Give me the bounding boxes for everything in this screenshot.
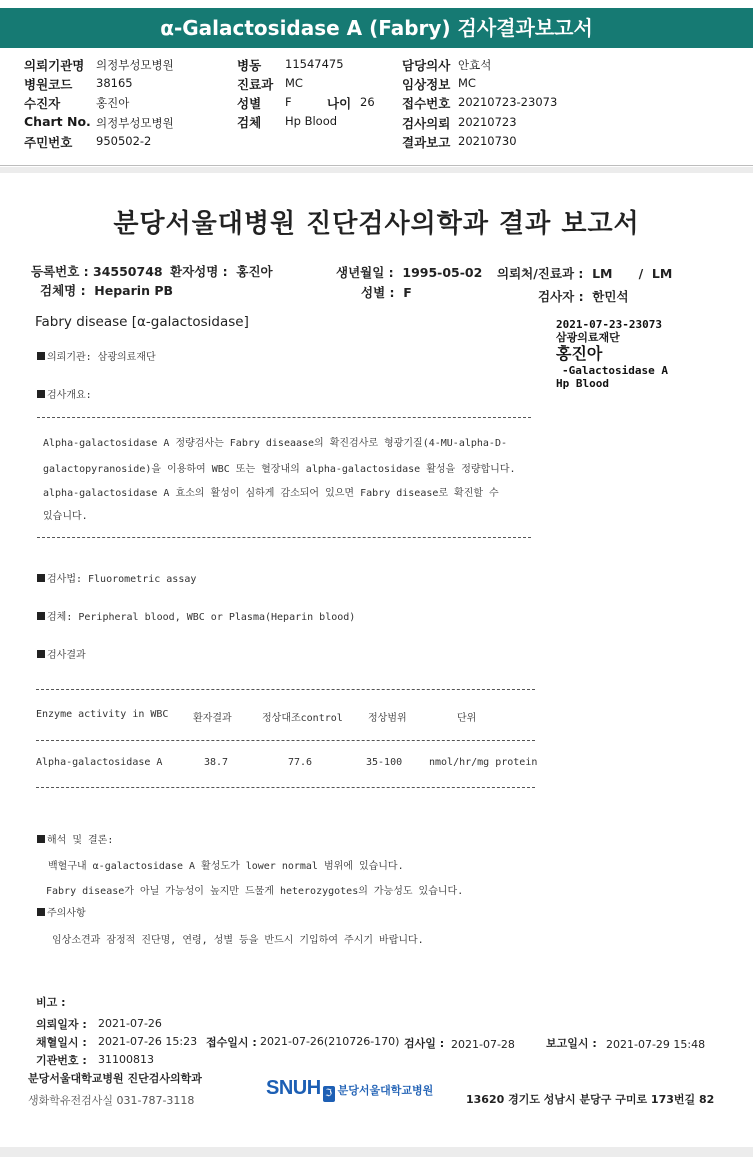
hospital-emblem-icon: ℑ bbox=[323, 1086, 335, 1102]
scanned-report bbox=[0, 173, 753, 1147]
snuh-logo bbox=[266, 1077, 433, 1099]
clinic-dept-label: 진료과 bbox=[237, 77, 274, 92]
stamp-test-name: -Galactosidase A bbox=[562, 364, 668, 377]
institution-no-label: 기관번호 : bbox=[36, 1054, 87, 1067]
patient-name-value: 홍진아 bbox=[236, 264, 273, 279]
bullet-square-icon bbox=[37, 650, 45, 658]
test-date-label: 검사일 : bbox=[404, 1037, 445, 1050]
hospital-name-value: 의정부성모병원 bbox=[96, 58, 174, 72]
collection-label: 채혈일시 : bbox=[36, 1036, 87, 1049]
chart-no-value: 의정부성모병원 bbox=[96, 116, 174, 130]
specimen-name bbox=[40, 281, 173, 299]
specimen-name-label: 검체명 : bbox=[40, 283, 86, 298]
reg-no-label: 등록번호 : bbox=[31, 264, 89, 279]
resident-no-label: 주민번호 bbox=[24, 135, 73, 150]
table-cell: nmol/hr/mg protein bbox=[429, 757, 538, 768]
result-heading-text: 검사결과 bbox=[47, 650, 86, 661]
test-section-title: Fabry disease [α-galactosidase] bbox=[35, 314, 249, 330]
caution-line: 임상소견과 잠정적 진단명, 연령, 성별 등을 반드시 기입하여 주시기 바랍니다. bbox=[52, 935, 424, 946]
test-method bbox=[37, 570, 196, 585]
examiner-value: 한민석 bbox=[592, 289, 629, 304]
overview-line-1: Alpha-galactosidase A 정량검사는 Fabry diseaase의 확진검사로 형광기질(4-MU-alpha-D- bbox=[43, 438, 507, 449]
patient-name-label: 환자성명 : bbox=[170, 264, 228, 279]
examiner bbox=[538, 287, 629, 305]
report-sex-value: F bbox=[403, 285, 412, 300]
report-sex-label: 성별 : bbox=[361, 285, 395, 300]
clinic-dept-value: MC bbox=[285, 76, 303, 90]
patient-name bbox=[170, 262, 273, 280]
dob-value: 1995-05-02 bbox=[402, 265, 483, 280]
table-cell: Alpha-galactosidase A bbox=[36, 757, 163, 768]
stamp-patient-name: 홍진아 bbox=[556, 344, 603, 363]
test-specimen-text: 검체: Peripheral blood, WBC or Plasma(Heparin blood) bbox=[47, 612, 356, 623]
age-label: 나이 bbox=[327, 96, 352, 111]
overview-line-3: alpha-galactosidase A 효소의 활성이 심하게 감소되어 있으면 Fabry disease로 확진할 수 bbox=[43, 488, 499, 499]
hospital-code-value: 38165 bbox=[96, 76, 133, 90]
table-header-cell: 단위 bbox=[457, 713, 477, 724]
table-cell: 35-100 bbox=[366, 757, 403, 768]
reg-no bbox=[31, 262, 163, 280]
physician-label: 담당의사 bbox=[402, 58, 451, 73]
dob-label: 생년월일 : bbox=[336, 265, 394, 280]
request-dept-value-2: LM bbox=[651, 266, 673, 281]
report-sex bbox=[361, 283, 412, 301]
interpretation-heading-text: 해석 및 결론: bbox=[47, 835, 114, 846]
hospital-code-label: 병원코드 bbox=[24, 77, 73, 92]
test-date-value: 2021-07-28 bbox=[451, 1038, 515, 1051]
reg-no-value: 34550748 bbox=[93, 264, 163, 279]
specimen-value: Hp Blood bbox=[285, 114, 338, 128]
resident-no-value: 950502-2 bbox=[96, 134, 152, 148]
bullet-square-icon bbox=[37, 835, 45, 843]
table-cell: 38.7 bbox=[204, 757, 229, 768]
request-date-value: 2021-07-26 bbox=[98, 1017, 162, 1030]
institution-no-value: 31100813 bbox=[98, 1053, 154, 1066]
caution-heading bbox=[37, 904, 86, 919]
result-report-label: 결과보고 bbox=[402, 135, 451, 150]
logo-hospital-name: 분당서울대학교병원 bbox=[337, 1084, 434, 1097]
requesting-institution-text: 의뢰기관: 삼광의료재단 bbox=[47, 352, 156, 363]
table-header-cell: Enzyme activity in WBC bbox=[36, 709, 169, 720]
patient-value: 홍진아 bbox=[96, 96, 130, 110]
request-dept-label: 의뢰처/진료과 : bbox=[497, 266, 584, 281]
collection-value: 2021-07-26 15:23 bbox=[98, 1035, 198, 1048]
table-cell: 77.6 bbox=[288, 757, 313, 768]
result-heading bbox=[37, 646, 86, 661]
request-date-label: 의뢰일자 : bbox=[36, 1018, 87, 1031]
patient-label: 수진자 bbox=[24, 96, 61, 111]
stamp-accession: 2021-07-23-23073 bbox=[556, 318, 662, 331]
interpretation-heading bbox=[37, 831, 113, 846]
receipt-label: 접수일시 : bbox=[206, 1036, 257, 1049]
table-header-cell: 정상대조control bbox=[262, 713, 343, 724]
test-specimen bbox=[37, 608, 355, 623]
lab-department: 분당서울대학교병원 진단검사의학과 bbox=[28, 1072, 202, 1085]
request-dept-separator: / bbox=[638, 266, 644, 281]
dashed-rule bbox=[36, 689, 535, 690]
bullet-square-icon bbox=[37, 612, 45, 620]
stamp-specimen: Hp Blood bbox=[556, 377, 609, 390]
bottom-margin bbox=[0, 1147, 753, 1157]
test-method-text: 검사법: Fluorometric assay bbox=[47, 574, 197, 585]
specimen-label: 검체 bbox=[237, 115, 262, 130]
overview-heading-text: 검사개요: bbox=[47, 390, 92, 401]
physician-value: 안효석 bbox=[458, 58, 492, 72]
dob bbox=[336, 263, 482, 281]
remarks-label: 비고 : bbox=[36, 996, 66, 1009]
overview-heading bbox=[37, 386, 92, 401]
sex-label: 성별 bbox=[237, 96, 262, 111]
report-title: 분당서울대병원 진단검사의학과 결과 보고서 bbox=[113, 209, 640, 239]
logo-text: SNUH bbox=[266, 1077, 321, 1099]
accession-no-value: 20210723-23073 bbox=[458, 95, 558, 109]
requesting-institution bbox=[37, 348, 156, 363]
age-value: 26 bbox=[360, 95, 375, 109]
bullet-square-icon bbox=[37, 352, 45, 360]
table-header-cell: 환자결과 bbox=[193, 713, 232, 724]
bullet-square-icon bbox=[37, 574, 45, 582]
report-date-value: 2021-07-29 15:48 bbox=[606, 1038, 706, 1051]
interpretation-line-2: Fabry disease가 아닐 가능성이 높지만 드물게 heterozygotes의 가능성도 있습니다. bbox=[46, 886, 464, 897]
report-banner-title: α-Galactosidase A (Fabry) 검사결과보고서 bbox=[0, 8, 753, 48]
specimen-label-stamp bbox=[556, 318, 668, 390]
clinical-info-label: 임상정보 bbox=[402, 77, 451, 92]
dashed-rule bbox=[36, 740, 535, 741]
request-header bbox=[0, 48, 753, 166]
request-dept-value: LM bbox=[592, 266, 613, 281]
chart-no-label: Chart No. bbox=[24, 114, 91, 129]
ward-label: 병동 bbox=[237, 58, 262, 73]
request-dept bbox=[497, 264, 672, 282]
interpretation-line-1: 백혈구내 α-galactosidase A 활성도가 lower normal 범위에 있습니다. bbox=[48, 861, 404, 872]
hospital-name-label: 의뢰기관명 bbox=[24, 58, 85, 73]
specimen-name-value: Heparin PB bbox=[94, 283, 174, 298]
stamp-institution: 삼광의료재단 bbox=[556, 331, 620, 344]
dashed-rule bbox=[37, 537, 531, 538]
test-request-label: 검사의뢰 bbox=[402, 116, 451, 131]
examiner-label: 검사자 : bbox=[538, 289, 584, 304]
dashed-rule bbox=[37, 417, 531, 418]
table-header-cell: 정상범위 bbox=[368, 713, 407, 724]
accession-no-label: 접수번호 bbox=[402, 96, 451, 111]
receipt-value: 2021-07-26(210726-170) bbox=[260, 1035, 400, 1048]
report-date-label: 보고일시 : bbox=[546, 1037, 597, 1050]
result-report-value: 20210730 bbox=[458, 134, 517, 148]
ward-value: 11547475 bbox=[285, 57, 344, 71]
test-request-value: 20210723 bbox=[458, 115, 517, 129]
sex-value: F bbox=[285, 95, 292, 109]
dashed-rule bbox=[36, 787, 535, 788]
clinical-info-value: MC bbox=[458, 76, 476, 90]
bullet-square-icon bbox=[37, 390, 45, 398]
overview-line-4: 있습니다. bbox=[43, 511, 88, 522]
caution-heading-text: 주의사항 bbox=[47, 908, 86, 919]
bullet-square-icon bbox=[37, 908, 45, 916]
hospital-address: 13620 경기도 성남시 분당구 구미로 173번길 82 bbox=[466, 1093, 715, 1106]
overview-line-2: galactopyranoside)을 이용하여 WBC 또는 혈장내의 alpha-galactosidase 활성을 정량합니다. bbox=[43, 464, 516, 475]
lab-phone: 생화학유전검사실 031-787-3118 bbox=[28, 1094, 195, 1107]
